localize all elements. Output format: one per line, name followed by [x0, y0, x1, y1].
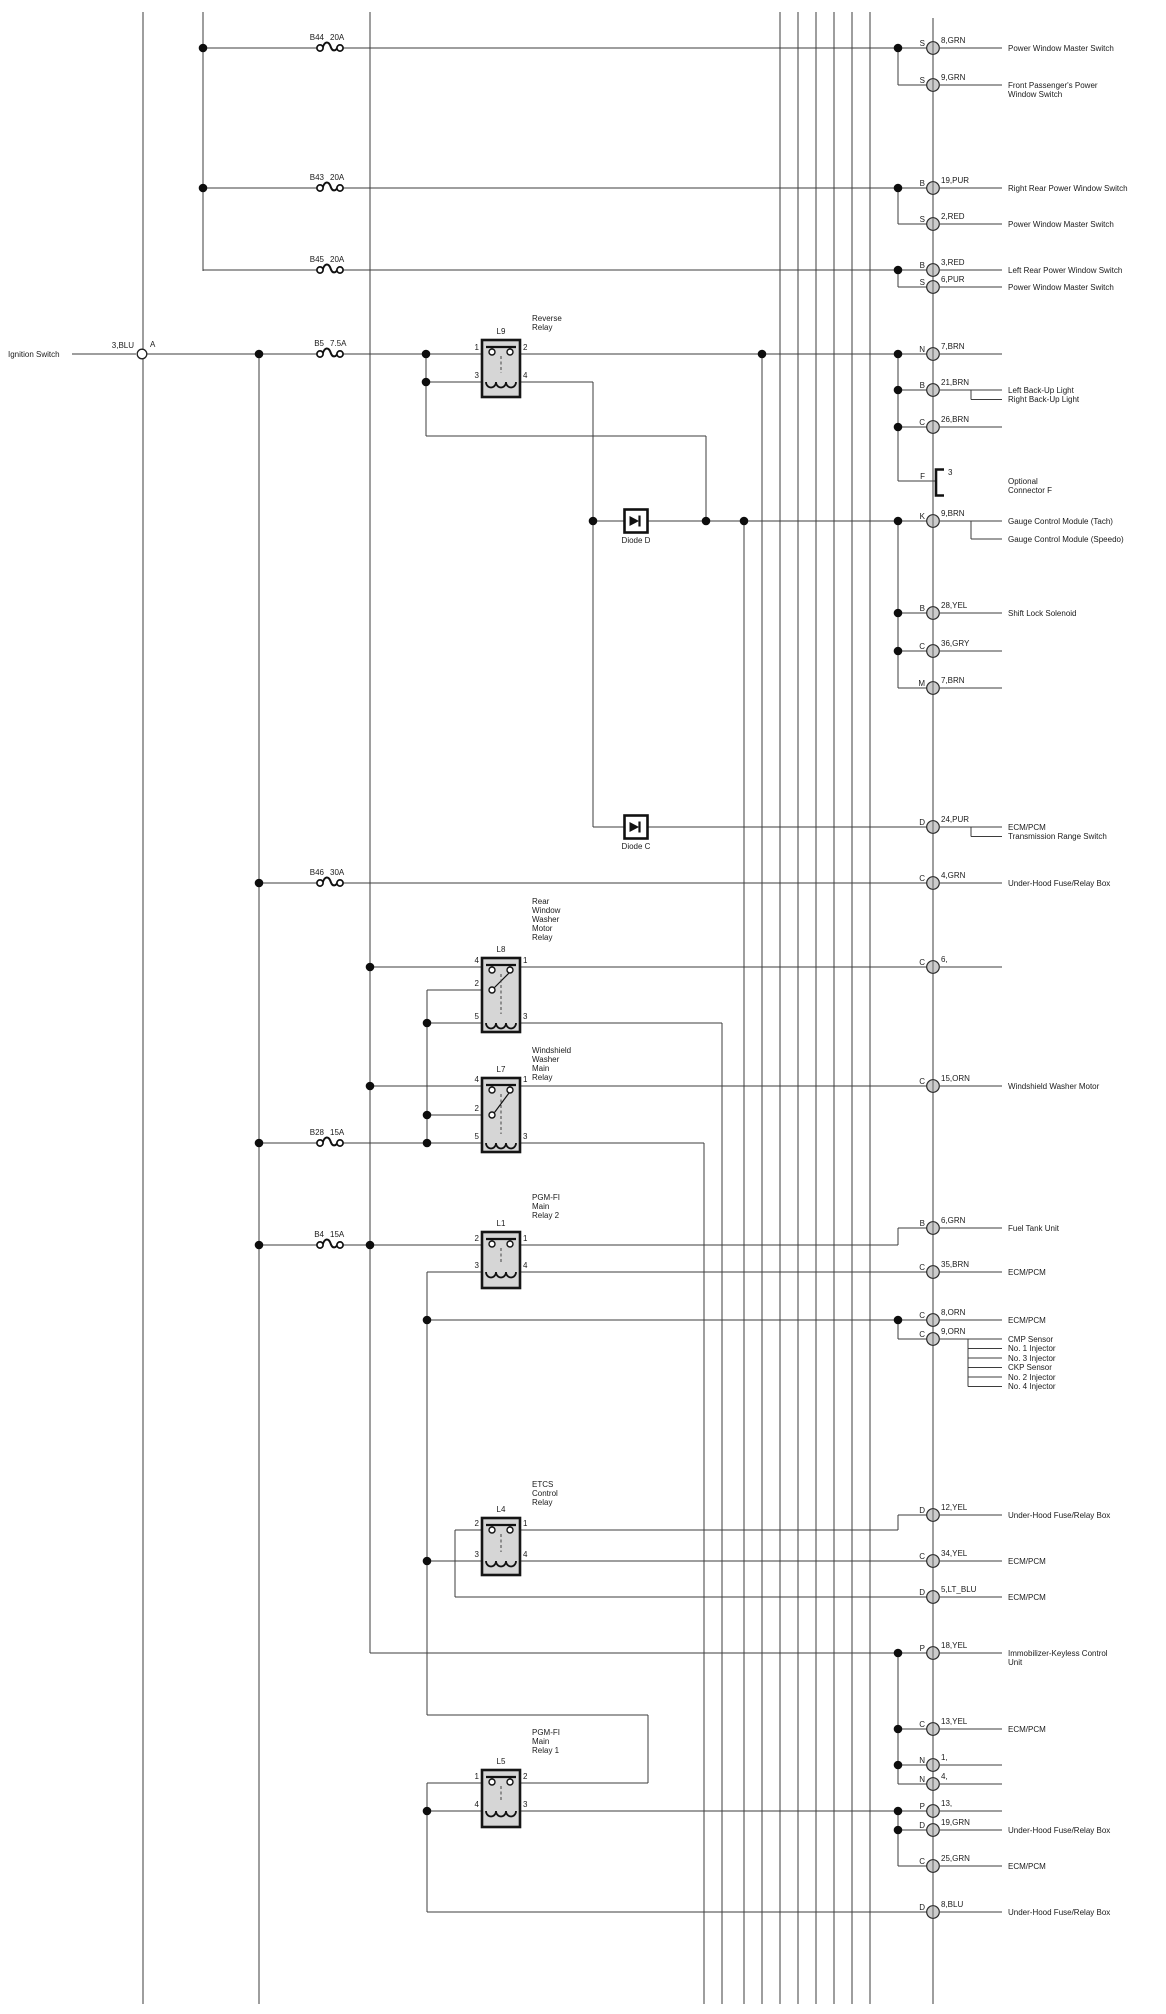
wire-label: 7,BRN — [941, 342, 965, 351]
component-label: ECM/PCM — [1008, 1267, 1046, 1277]
cavity-letter: D — [919, 1506, 925, 1515]
cavity-letter: N — [919, 1756, 925, 1765]
cavity-letter: D — [919, 818, 925, 827]
optional-connector-letter: F — [920, 472, 925, 481]
relay-id: L9 — [496, 327, 506, 336]
relay-id: L1 — [496, 1219, 506, 1228]
fuse-name: B43 — [309, 173, 324, 182]
cavity-letter: C — [919, 958, 925, 967]
optional-connector-pin: 3 — [948, 468, 953, 477]
cavity-letter: C — [919, 642, 925, 651]
component-label: ECM/PCM — [1008, 822, 1046, 832]
wire-label: 6,GRN — [941, 1216, 966, 1225]
cavity-letter: D — [919, 1821, 925, 1830]
component-label: Power Window Master Switch — [1008, 282, 1114, 292]
relay-name-l5 — [532, 1728, 560, 1755]
wire-label: 26,BRN — [941, 415, 970, 424]
ignition-wire-label: 3,BLU — [111, 341, 134, 350]
cavity-letter: D — [919, 1588, 925, 1597]
wire-label: 9,ORN — [941, 1327, 966, 1336]
component-label: Shift Lock Solenoid — [1008, 608, 1077, 618]
component-label: ECM/PCM — [1008, 1724, 1046, 1734]
component-label: Unit — [1008, 1658, 1023, 1667]
component-label: Windshield Washer Motor — [1008, 1081, 1100, 1091]
relay-pin-number: 2 — [474, 979, 479, 988]
wire-label: 13, — [941, 1799, 953, 1808]
wire-label: 36,GRY — [941, 639, 970, 648]
wire-label: 8,BLU — [941, 1900, 964, 1909]
fuse-rating: 20A — [330, 173, 345, 182]
relay-name-line: Main — [532, 1737, 550, 1746]
component-label: Window Switch — [1008, 90, 1063, 99]
component-label: CMP Sensor — [1008, 1334, 1054, 1344]
relay-name-line: Relay — [532, 1498, 553, 1507]
component-label: Under-Hood Fuse/Relay Box — [1008, 1510, 1111, 1520]
component-label: Gauge Control Module (Tach) — [1008, 516, 1113, 526]
relay-name-line: Main — [532, 1064, 550, 1073]
component-label: CKP Sensor — [1008, 1363, 1052, 1372]
component-label: Right Back-Up Light — [1008, 395, 1080, 404]
component-label: Front Passenger's Power — [1008, 80, 1098, 90]
relay-pin-number: 2 — [474, 1234, 479, 1243]
relay-name-line: Windshield — [532, 1046, 572, 1055]
relay-name-line: Washer — [532, 915, 560, 924]
relay-pin-number: 4 — [474, 1075, 479, 1084]
relay-pin-number: 2 — [523, 343, 528, 352]
component-label: Left Rear Power Window Switch — [1008, 265, 1123, 275]
wire-label: 8,ORN — [941, 1308, 966, 1317]
cavity-letter: S — [919, 39, 925, 48]
relay-pin-number: 5 — [474, 1132, 479, 1141]
cavity-letter: K — [919, 512, 925, 521]
relay-pin-number: 2 — [474, 1519, 479, 1528]
component-label: Immobilizer-Keyless Control — [1008, 1648, 1108, 1658]
cavity-letter: C — [919, 1552, 925, 1561]
wire-label: 4,GRN — [941, 871, 966, 880]
relay-name-l7 — [532, 1046, 571, 1082]
wire-label: 5,LT_BLU — [941, 1585, 977, 1594]
relay-name-line: Reverse — [532, 314, 562, 323]
fuse-rating: 30A — [330, 868, 345, 877]
cavity-letter: S — [919, 278, 925, 287]
fuse-rating: 20A — [330, 255, 345, 264]
relay-id: L8 — [496, 945, 506, 954]
cavity-letter: D — [919, 1903, 925, 1912]
relay-name-line: ETCS — [532, 1480, 554, 1489]
relay-id: L4 — [496, 1505, 506, 1514]
relay-name-line: Rear — [532, 897, 550, 906]
relay-name-line: Relay — [532, 933, 553, 942]
relay-name-line: PGM-FI — [532, 1193, 560, 1202]
fuse-rating: 15A — [330, 1128, 345, 1137]
fuse-name: B44 — [309, 33, 324, 42]
wire-label: 9,BRN — [941, 509, 965, 518]
diode-label: Diode D — [621, 535, 651, 545]
cavity-letter: C — [919, 1263, 925, 1272]
wire-label: 21,BRN — [941, 378, 970, 387]
relay-name-line: Window — [532, 906, 561, 915]
cavity-letter: P — [919, 1802, 925, 1811]
component-label: Under-Hood Fuse/Relay Box — [1008, 1825, 1111, 1835]
relay-pin-number: 3 — [523, 1800, 528, 1809]
optional-connector-label: Optional — [1008, 476, 1038, 486]
relay-name-line: PGM-FI — [532, 1728, 560, 1737]
relay-name-line: Control — [532, 1489, 558, 1498]
component-label: ECM/PCM — [1008, 1315, 1046, 1325]
relay-pin-number: 4 — [474, 1800, 479, 1809]
relay-pin-number: 2 — [474, 1104, 479, 1113]
wire-label: 2,RED — [941, 212, 965, 221]
relay-pin-number: 1 — [523, 1075, 528, 1084]
cavity-letter: N — [919, 1775, 925, 1784]
component-label: No. 3 Injector — [1008, 1353, 1056, 1363]
component-label: No. 2 Injector — [1008, 1372, 1056, 1382]
cavity-letter: C — [919, 1720, 925, 1729]
fuse-rating: 15A — [330, 1230, 345, 1239]
wire-label: 35,BRN — [941, 1260, 970, 1269]
cavity-letter: S — [919, 76, 925, 85]
component-label: Gauge Control Module (Speedo) — [1008, 534, 1124, 544]
cavity-letter: C — [919, 1077, 925, 1086]
relay-pin-number: 3 — [474, 371, 479, 380]
cavity-letter: N — [919, 345, 925, 354]
relay-name-line: Main — [532, 1202, 550, 1211]
cavity-letter: B — [919, 261, 925, 270]
diode-label: Diode C — [621, 841, 651, 851]
wire-label: 6, — [941, 955, 948, 964]
cavity-letter: C — [919, 1311, 925, 1320]
cavity-letter: C — [919, 874, 925, 883]
relay-pin-number: 4 — [523, 1261, 528, 1270]
relay-name-line: Washer — [532, 1055, 560, 1064]
ignition-switch-label: Ignition Switch — [8, 349, 60, 359]
component-label: No. 1 Injector — [1008, 1344, 1056, 1353]
cavity-letter: C — [919, 1330, 925, 1339]
wire-label: 12,YEL — [941, 1503, 968, 1512]
relay-pin-number: 4 — [523, 1550, 528, 1559]
cavity-letter: B — [919, 1219, 925, 1228]
wire-label: 6,PUR — [941, 275, 965, 284]
wire-label: 1, — [941, 1753, 948, 1762]
wire-label: 18,YEL — [941, 1641, 968, 1650]
cavity-letter: B — [919, 179, 925, 188]
relay-pin-number: 4 — [474, 956, 479, 965]
fuse-name: B46 — [309, 868, 324, 877]
component-label: ECM/PCM — [1008, 1556, 1046, 1566]
component-label: Under-Hood Fuse/Relay Box — [1008, 878, 1111, 888]
wire-label: 9,GRN — [941, 73, 966, 82]
cavity-letter: C — [919, 418, 925, 427]
relay-name-line: Relay — [532, 1073, 553, 1082]
wire-label: 7,BRN — [941, 676, 965, 685]
relay-pin-number: 3 — [474, 1261, 479, 1270]
component-label: Power Window Master Switch — [1008, 219, 1114, 229]
component-label: Fuel Tank Unit — [1008, 1223, 1059, 1233]
wire-label: 19,GRN — [941, 1818, 970, 1827]
relay-id: L5 — [496, 1757, 506, 1766]
component-label: Left Back-Up Light — [1008, 385, 1074, 395]
wire-label: 8,GRN — [941, 36, 966, 45]
relay-pin-number: 1 — [523, 1234, 528, 1243]
wire-label: 13,YEL — [941, 1717, 968, 1726]
relay-pin-number: 2 — [523, 1772, 528, 1781]
fuse-name: B28 — [309, 1128, 324, 1137]
relay-name-l8 — [532, 897, 560, 942]
fuse-name: B5 — [314, 339, 324, 348]
relay-name-line: Relay 1 — [532, 1746, 560, 1755]
cavity-letter: M — [918, 679, 925, 688]
fuse-name: B4 — [314, 1230, 324, 1239]
cavity-letter: C — [919, 1857, 925, 1866]
cavity-letter: B — [919, 604, 925, 613]
relay-name-line: Motor — [532, 924, 553, 933]
component-label: No. 4 Injector — [1008, 1382, 1056, 1391]
relay-name-l9 — [532, 314, 562, 332]
cavity-letter: B — [919, 381, 925, 390]
wire-label: 28,YEL — [941, 601, 968, 610]
wire-label: 34,YEL — [941, 1549, 968, 1558]
wire-label: 24,PUR — [941, 815, 970, 824]
relay-id: L7 — [496, 1065, 506, 1074]
relay-pin-number: 3 — [523, 1012, 528, 1021]
relay-pin-number: 1 — [523, 1519, 528, 1528]
fuse-rating: 7.5A — [330, 339, 347, 348]
component-label: Under-Hood Fuse/Relay Box — [1008, 1907, 1111, 1917]
component-label: Transmission Range Switch — [1008, 832, 1107, 841]
relay-name-l1 — [532, 1193, 560, 1220]
wire-label: 19,PUR — [941, 176, 970, 185]
wire-label: 4, — [941, 1772, 948, 1781]
component-label: ECM/PCM — [1008, 1861, 1046, 1871]
relay-pin-number: 1 — [474, 343, 479, 352]
cavity-letter: S — [919, 215, 925, 224]
wire-label: 15,ORN — [941, 1074, 970, 1083]
wire-label: 3,RED — [941, 258, 965, 267]
relay-pin-number: 4 — [523, 371, 528, 380]
wire-label: 25,GRN — [941, 1854, 970, 1863]
ignition-terminal-letter: A — [150, 340, 156, 349]
relay-pin-number: 5 — [474, 1012, 479, 1021]
cavity-letter: P — [919, 1644, 925, 1653]
relay-name-line: Relay — [532, 323, 553, 332]
relay-pin-number: 1 — [523, 956, 528, 965]
relay-pin-number: 1 — [474, 1772, 479, 1781]
fuse-rating: 20A — [330, 33, 345, 42]
component-label: Right Rear Power Window Switch — [1008, 183, 1128, 193]
relay-name-line: Relay 2 — [532, 1211, 560, 1220]
component-label: Power Window Master Switch — [1008, 43, 1114, 53]
fuse-name: B45 — [309, 255, 324, 264]
relay-pin-number: 3 — [474, 1550, 479, 1559]
relay-name-l4 — [532, 1480, 558, 1507]
optional-connector-label: Connector F — [1008, 486, 1053, 495]
relay-pin-number: 3 — [523, 1132, 528, 1141]
component-label: ECM/PCM — [1008, 1592, 1046, 1602]
